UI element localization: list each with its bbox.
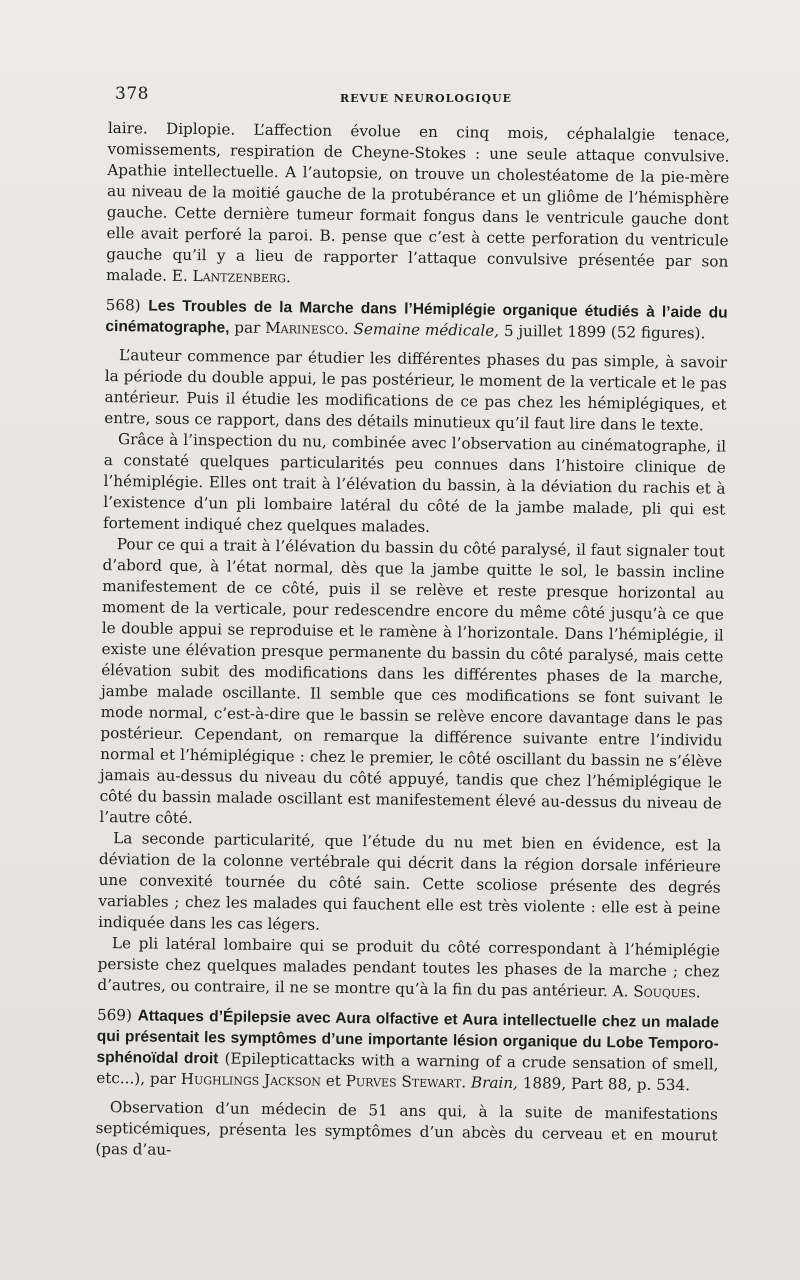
entry-569-journal: Brain, bbox=[470, 1073, 519, 1093]
entry-569-author-2: Purves Stewart. bbox=[345, 1071, 467, 1092]
entry-568-paragraph: Pour ce qui a trait à l’élévation du bassin du côté paralysé, il faut signaler tout d’abord que, à l’état normal, dès que la jambe quitte le sol, le bassin incline manifestement de ce côté, puis il se relève et reste presque horizontal au moment de la verticale, pour redescendre encore du même côté jusqu’à ce que le double appui se reproduise et le ramène à l’horizontale. Dans l’hémiplégie, il existe une élévation presque permanente du bassin du côté paralysé, mais cette élévation subit des modifications dans les différentes phases de la marche, jambe malade oscillante. Il semble que ces modifications se font suivant le mode normal, c’est-à-dire que le bassin se relève encore davantage dans le pas postérieur. Cependant, on remarque la différence suivante entre l’individu normal et l’hémiplégique : chez le premier, le côté oscillant du bassin ne s’élève jamais au-dessus du niveau du côté appuyé, tandis que chez l’hémiplégique le côté du bassin malade oscillant est manifestement élevé au-dessus du niveau de l’autre côté. bbox=[99, 535, 725, 828]
entry-568-by: par bbox=[234, 318, 261, 337]
page-number: 378 bbox=[115, 84, 149, 104]
entry-568-title: Les Troubles de la Marche dans l’Hémiplégie organique étudiés à l’aide du cinématographe, bbox=[105, 297, 728, 337]
continuation-paragraph bbox=[106, 118, 730, 294]
page-body bbox=[95, 118, 730, 1168]
signature-souques: A. Souques. bbox=[612, 982, 701, 1002]
entry-569-subtitle: (Epilepticattacks with a warning of a crude sensation of smell, etc...), par bbox=[96, 1049, 719, 1088]
entry-568-paragraph: L’auteur commence par étudier les différentes phases du pas simple, à savoir la période du double appui, le pas postérieur, le moment de la verticale et le pas antérieur. Puis il étudie les modifications de ce pas chez les hémiplégiques, et entre, sous ce rapport, dans des détails minutieux qu’il faut lire dans le texte. bbox=[104, 346, 728, 435]
entry-569-author-1: Hughlings Jackson bbox=[180, 1069, 322, 1090]
entry-569-citation: 1889, Part 88, p. 534. bbox=[522, 1074, 691, 1095]
entry-568-paragraph: Grâce à l’inspection du nu, combinée avec l’observation au cinématographe, il a constaté quelques particularités peu connues dans l’histoire clinique de l’hémiplégie. Elles ont trait à l’élévation du bassin, à la déviation du rachis et à l’existence d’un pli lombaire latéral du côté de la jambe malade, pli qui est fortement indiqué chez quelques malades. bbox=[102, 430, 727, 536]
entry-568-journal: Semaine médicale, bbox=[353, 320, 500, 340]
page-header bbox=[115, 84, 735, 110]
signature-lantzenberg: E. Lantzenberg. bbox=[171, 266, 291, 287]
entry-568-author: Marinesco. bbox=[265, 318, 349, 338]
entry-568-paragraph: La seconde particularité, que l’étude du nu met bien en évidence, est la déviation de la colonne vertébrale qui décrit dans la région dorsale inférieure une convexité tournée du côté sain. Cette scoliose présente des degrés variables ; chez les malades qui fauchent elle est très violente : elle est à peine indiquée dans les cas légers. bbox=[98, 829, 722, 934]
running-title: REVUE NEUROLOGIQUE bbox=[340, 92, 513, 105]
entry-569-title: Attaques d’Épilepsie avec Aura olfactive et Aura intellectuelle chez un malade qui présentait les symptômes d’une importante lésion organique du Lobe Temporo-sphénoïdal droit bbox=[96, 1007, 720, 1068]
entry-569-paragraph: Observation d’un médecin de 51 ans qui, à la suite de manifestations septicémiques, présenta les symptômes d’un abcès du cerveau et en mourut (pas d’au- bbox=[95, 1098, 718, 1159]
continuation-text: laire. Diplopie. L’affection évolue en cinq mois, céphalalgie tenace, vomissements, respiration de Cheyne-Stokes : une seule attaque convulsive. Apathie intellectuelle. A l’autopsie, on trouve un cholestéatome de la pie-mère au niveau de la moitié gauche de la protubérance et un gliôme de l’hémisphère gauche. Cette dernière tumeur formait fongus dans le ventricule gauche dont elle avait perforé la paroi. B. pense que c’est à cette perforation du ventricule gauche qu’il y a lieu de rapporter l’attaque convulsive présentée par son malade. bbox=[105, 118, 730, 285]
entry-568-last-text: Le pli latéral lombaire qui se produit du côté correspondant à l’hémiplégie persiste chez quelques malades pendant toutes les phases de la marche ; chez d’autres, ou contraire, il ne se montre qu’à la fin du pas antérieur. bbox=[97, 934, 720, 1001]
entry-568-last-paragraph bbox=[97, 933, 720, 1004]
entry-568-heading bbox=[105, 295, 727, 345]
entry-568-number: 568) bbox=[105, 295, 141, 315]
entry-569-and: et bbox=[325, 1071, 341, 1090]
entry-569-heading bbox=[96, 1005, 719, 1097]
entry-568-citation: 5 juillet 1899 (52 figures). bbox=[503, 321, 706, 343]
entry-569-number: 569) bbox=[96, 1005, 133, 1025]
